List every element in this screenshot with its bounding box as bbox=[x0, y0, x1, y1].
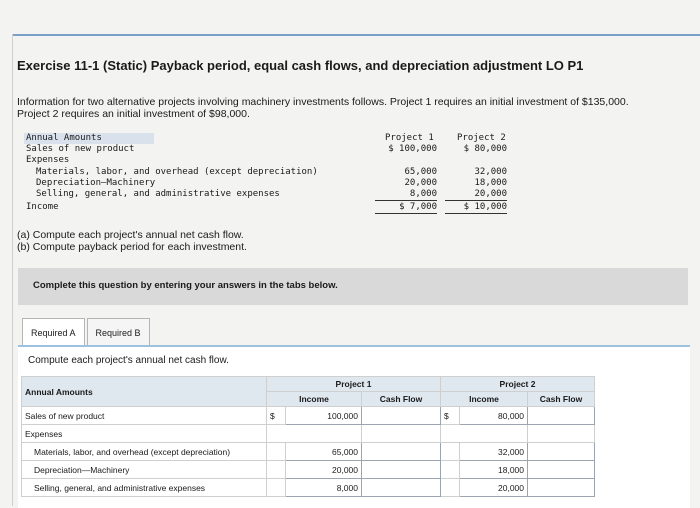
table-row bbox=[22, 443, 595, 461]
p1-income-mlo[interactable]: 65,000 bbox=[286, 443, 362, 461]
row-label-mlo: Materials, labor, and overhead (except depreciation) bbox=[22, 443, 267, 461]
mono-income-label: Income bbox=[26, 202, 59, 212]
empty-cell bbox=[267, 425, 362, 443]
empty-cell bbox=[441, 443, 460, 461]
mono-sga-p2: 20,000 bbox=[474, 189, 507, 199]
mono-annual-amounts: Annual Amounts bbox=[26, 133, 102, 143]
header-p1-cashflow: Cash Flow bbox=[362, 392, 441, 407]
question-b: (b) Compute payback period for each investment. bbox=[17, 241, 247, 253]
p2-cashflow-dep-input[interactable] bbox=[528, 461, 595, 479]
cash-flow-table bbox=[21, 376, 595, 497]
empty-cell bbox=[267, 461, 286, 479]
header-project1: Project 1 bbox=[267, 377, 441, 392]
mono-income-p1: $ 7,000 bbox=[399, 202, 437, 212]
dollar-sign: $ bbox=[441, 407, 460, 425]
mono-income-p2: $ 10,000 bbox=[463, 202, 507, 212]
mono-project1-header: Project 1 bbox=[385, 133, 434, 143]
info-line-2: Project 2 requires an initial investment of $98,000. bbox=[17, 108, 250, 120]
row-label-expenses: Expenses bbox=[22, 425, 267, 443]
empty-cell bbox=[362, 425, 441, 443]
content-border bbox=[12, 34, 13, 506]
p2-cashflow-sga-input[interactable] bbox=[528, 479, 595, 497]
p2-cashflow-mlo-input[interactable] bbox=[528, 443, 595, 461]
mono-double-underline-p2 bbox=[445, 213, 507, 214]
table-row bbox=[22, 461, 595, 479]
mono-sales-p1: $ 100,000 bbox=[388, 144, 437, 154]
instruction-banner bbox=[18, 268, 688, 305]
p1-income-dep[interactable]: 20,000 bbox=[286, 461, 362, 479]
row-label-dep: Depreciation—Machinery bbox=[22, 461, 267, 479]
header-annual-amounts: Annual Amounts bbox=[22, 377, 267, 407]
p1-cashflow-mlo-input[interactable] bbox=[362, 443, 441, 461]
mono-underline-p1 bbox=[375, 200, 437, 201]
p2-cashflow-sales-input[interactable] bbox=[528, 407, 595, 425]
empty-cell bbox=[267, 479, 286, 497]
table-row bbox=[22, 425, 595, 443]
mono-project2-header: Project 2 bbox=[457, 133, 506, 143]
p1-cashflow-sga-input[interactable] bbox=[362, 479, 441, 497]
header-project2: Project 2 bbox=[441, 377, 595, 392]
mono-mlo-label: Materials, labor, and overhead (except depreciation) bbox=[36, 167, 318, 177]
p1-cashflow-sales-input[interactable] bbox=[362, 407, 441, 425]
empty-cell bbox=[528, 425, 595, 443]
mono-sga-label: Selling, general, and administrative expenses bbox=[36, 189, 280, 199]
p2-income-sales[interactable]: 80,000 bbox=[460, 407, 528, 425]
mono-sales-label: Sales of new product bbox=[26, 144, 135, 154]
p2-income-sga[interactable]: 20,000 bbox=[460, 479, 528, 497]
p2-income-dep[interactable]: 18,000 bbox=[460, 461, 528, 479]
tab-instruction: Compute each project's annual net cash flow. bbox=[28, 355, 229, 366]
banner-text: Complete this question by entering your answers in the tabs below. bbox=[33, 280, 338, 291]
empty-cell bbox=[267, 443, 286, 461]
mono-mlo-p2: 32,000 bbox=[474, 167, 507, 177]
mono-sales-p2: $ 80,000 bbox=[463, 144, 507, 154]
table-row bbox=[22, 479, 595, 497]
tab-panel bbox=[18, 345, 690, 508]
header-p1-income: Income bbox=[267, 392, 362, 407]
p1-cashflow-dep-input[interactable] bbox=[362, 461, 441, 479]
dollar-sign: $ bbox=[267, 407, 286, 425]
info-line-1: Information for two alternative projects involving machinery investments follows. Project 1 requires an initial investment of $135,000. bbox=[17, 96, 629, 108]
header-p2-income: Income bbox=[441, 392, 528, 407]
p1-income-sga[interactable]: 8,000 bbox=[286, 479, 362, 497]
mono-mlo-p1: 65,000 bbox=[404, 167, 437, 177]
tab-bar bbox=[22, 318, 152, 346]
questions bbox=[17, 229, 247, 253]
mono-double-underline-p1 bbox=[375, 213, 437, 214]
row-label-sga: Selling, general, and administrative expenses bbox=[22, 479, 267, 497]
p2-income-mlo[interactable]: 32,000 bbox=[460, 443, 528, 461]
table-row bbox=[22, 407, 595, 425]
tab-required-b[interactable]: Required B bbox=[87, 318, 150, 347]
p1-income-sales[interactable]: 100,000 bbox=[286, 407, 362, 425]
row-label-sales: Sales of new product bbox=[22, 407, 267, 425]
question-a: (a) Compute each project's annual net cash flow. bbox=[17, 229, 244, 241]
empty-cell bbox=[441, 425, 528, 443]
empty-cell bbox=[441, 479, 460, 497]
empty-cell bbox=[441, 461, 460, 479]
problem-info bbox=[17, 96, 687, 120]
mono-sga-p1: 8,000 bbox=[409, 189, 437, 199]
mono-dep-p2: 18,000 bbox=[474, 178, 507, 188]
header-p2-cashflow: Cash Flow bbox=[528, 392, 595, 407]
mono-underline-p2 bbox=[445, 200, 507, 201]
mono-dep-p1: 20,000 bbox=[404, 178, 437, 188]
header-rule bbox=[12, 34, 700, 36]
tab-required-a[interactable]: Required A bbox=[22, 318, 85, 347]
page-title: Exercise 11-1 (Static) Payback period, equal cash flows, and depreciation adjustment LO P1 bbox=[17, 58, 584, 73]
mono-expenses-label: Expenses bbox=[26, 155, 70, 165]
mono-dep-label: Depreciation—Machinery bbox=[36, 178, 156, 188]
